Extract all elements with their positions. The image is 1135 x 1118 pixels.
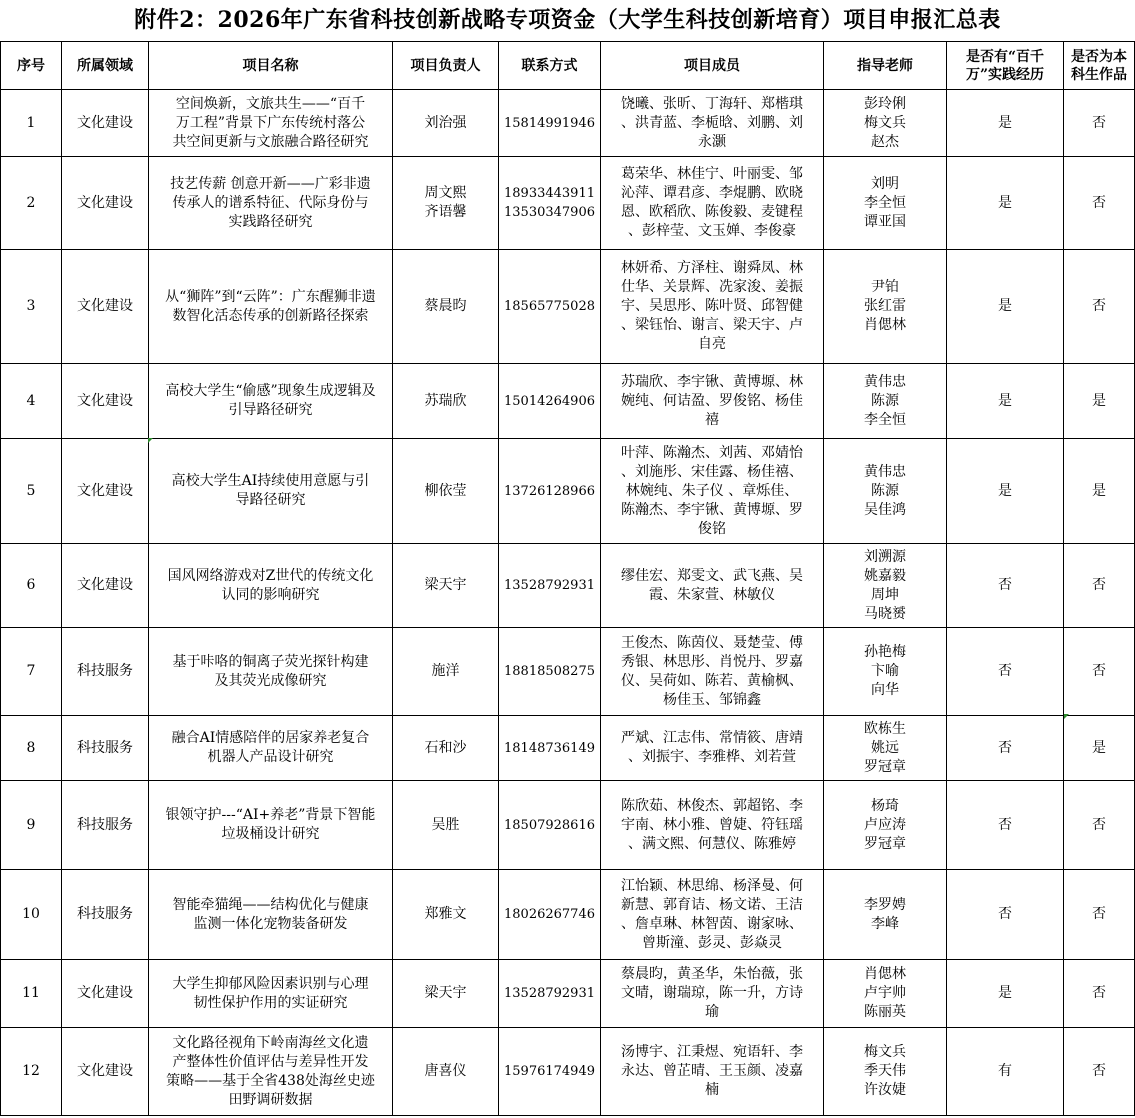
row-advisors-line: 刘溯源 bbox=[864, 548, 906, 565]
row-contact bbox=[499, 870, 601, 960]
comment-marker bbox=[1064, 714, 1069, 719]
row-members-line: 苏瑞欣、李宇锹、黄博塬、林 bbox=[621, 373, 803, 390]
row-index: 9 bbox=[1, 781, 62, 870]
row-leader bbox=[393, 960, 499, 1028]
row-project-name-line: 认同的影响研究 bbox=[221, 586, 320, 603]
row-index: 8 bbox=[1, 716, 62, 781]
row-members-line: 汤博宇、江秉煜、宛语轩、李 bbox=[621, 1044, 803, 1060]
row-advisors-line: 肖偲林 bbox=[864, 966, 906, 982]
document-title: 附件2：2026年广东省科技创新战略专项资金（大学生科技创新培育）项目申报汇总表 bbox=[134, 7, 1001, 33]
row-members bbox=[601, 870, 824, 960]
row-leader-line: 刘治强 bbox=[424, 114, 467, 131]
row-project-name-line: 共空间更新与文旅融合路径研究 bbox=[172, 133, 369, 150]
row-project-name bbox=[149, 157, 393, 250]
row-members-line: 俊铭 bbox=[698, 520, 726, 537]
row-members-line: 叶萍、陈瀚杰、刘茜、邓婧怡 bbox=[621, 444, 803, 461]
row-leader-line: 齐语馨 bbox=[424, 204, 467, 220]
row-project-name bbox=[149, 439, 393, 544]
row-advisors-line: 陈源 bbox=[871, 482, 899, 499]
row-advisors-line: 尹铂 bbox=[871, 279, 899, 295]
row-project-name-line: 高校大学生AI持续使用意愿与引 bbox=[171, 473, 370, 489]
row-members bbox=[601, 157, 824, 250]
row-contact-line: 15814991946 bbox=[504, 115, 595, 131]
row-undergrad-work: 否 bbox=[1064, 628, 1135, 716]
row-leader bbox=[393, 716, 499, 781]
row-bqw-experience: 是 bbox=[947, 250, 1064, 364]
table-row bbox=[1, 781, 1135, 870]
row-contact bbox=[499, 1028, 601, 1116]
row-leader bbox=[393, 439, 499, 544]
row-advisors-line: 李罗娉 bbox=[864, 896, 906, 913]
row-members-line: 宇、吴思彤、陈叶贤、邱智健 bbox=[621, 298, 803, 314]
row-contact-line: 18565775028 bbox=[504, 299, 595, 314]
row-members bbox=[601, 364, 824, 439]
row-field: 文化建设 bbox=[62, 364, 149, 439]
table-row bbox=[1, 250, 1135, 364]
row-contact-line: 13726128966 bbox=[504, 483, 595, 499]
row-advisors-line: 卢应涛 bbox=[864, 816, 906, 833]
row-bqw-experience: 是 bbox=[947, 439, 1064, 544]
row-contact-line: 18026267746 bbox=[504, 907, 595, 922]
row-project-name-line: 及其荧光成像研究 bbox=[214, 672, 327, 689]
row-contact bbox=[499, 716, 601, 781]
row-members bbox=[601, 544, 824, 628]
row-members-line: 、彭梓莹、文玉婵、李俊豪 bbox=[628, 223, 796, 239]
row-contact bbox=[499, 781, 601, 870]
row-advisors-line: 周坤 bbox=[871, 586, 899, 603]
row-undergrad-work: 是 bbox=[1064, 439, 1135, 544]
row-project-name bbox=[149, 250, 393, 364]
row-contact bbox=[499, 439, 601, 544]
row-leader bbox=[393, 250, 499, 364]
row-members bbox=[601, 716, 824, 781]
row-members-line: 仕华、关景辉、冼家浚、姜振 bbox=[621, 279, 803, 295]
header-contact: 联系方式 bbox=[499, 42, 601, 90]
row-members-line: 文晴，谢瑞琼，陈一升，方诗 bbox=[621, 985, 803, 1001]
row-members-line: 恩、欧稻欣、陈俊毅、麦键程 bbox=[621, 204, 803, 220]
row-members-line: 沁萍、谭君彦、李焜鹏、欧晓 bbox=[621, 185, 803, 201]
row-undergrad-work: 否 bbox=[1064, 781, 1135, 870]
row-project-name bbox=[149, 960, 393, 1028]
row-project-name-line: 监测一体化宠物装备研发 bbox=[193, 915, 348, 932]
row-contact-line: 13528792931 bbox=[504, 986, 595, 1001]
table-body bbox=[1, 90, 1135, 1116]
row-contact bbox=[499, 250, 601, 364]
row-leader-line: 吴胜 bbox=[431, 816, 460, 833]
row-project-name-line: 引导路径研究 bbox=[228, 402, 313, 418]
row-members bbox=[601, 960, 824, 1028]
row-leader-line: 郑雅文 bbox=[424, 906, 467, 922]
row-advisors bbox=[824, 716, 947, 781]
row-project-name-line: 大学生抑郁风险因素识别与心理 bbox=[172, 975, 369, 992]
header-field: 所属领域 bbox=[62, 42, 149, 90]
row-members-line: 蔡晨昀，黄圣华，朱怡薇，张 bbox=[621, 966, 803, 982]
row-members bbox=[601, 90, 824, 157]
row-undergrad-work: 否 bbox=[1064, 960, 1135, 1028]
row-advisors-line: 马晓赟 bbox=[864, 605, 906, 622]
row-contact-line: 13530347906 bbox=[504, 205, 595, 220]
header-row bbox=[1, 42, 1135, 90]
row-advisors bbox=[824, 544, 947, 628]
row-leader bbox=[393, 1028, 499, 1116]
row-project-name-line: 产整体性价值评估与差异性开发 bbox=[172, 1053, 369, 1070]
row-field: 文化建设 bbox=[62, 157, 149, 250]
row-contact-line: 15976174949 bbox=[504, 1064, 595, 1079]
row-index: 4 bbox=[1, 364, 62, 439]
row-advisors-line: 欧栋生 bbox=[864, 720, 906, 737]
row-undergrad-work: 是 bbox=[1064, 716, 1135, 781]
row-leader bbox=[393, 544, 499, 628]
row-project-name-line: 策略——基于全省438处海丝史迹 bbox=[166, 1072, 375, 1089]
row-project-name-line: 融合AI情感陪伴的居家养老复合 bbox=[171, 730, 370, 746]
row-project-name-line: 技艺传薪 创意开新——广彩非遗 bbox=[170, 175, 371, 192]
row-members-line: 永灏 bbox=[698, 133, 726, 150]
row-index: 2 bbox=[1, 157, 62, 250]
row-project-name-line: 基于咔咯的铜离子荧光探针构建 bbox=[172, 653, 369, 670]
row-index: 11 bbox=[1, 960, 62, 1028]
row-members-line: 陈瀚杰、李宇锹、黄博塬、罗 bbox=[621, 501, 803, 518]
row-advisors-line: 罗冠章 bbox=[864, 758, 906, 775]
row-advisors-line: 许汝婕 bbox=[864, 1082, 906, 1098]
row-advisors-line: 罗冠章 bbox=[864, 835, 906, 852]
row-leader-line: 唐喜仪 bbox=[424, 1063, 467, 1079]
row-field: 科技服务 bbox=[62, 716, 149, 781]
row-bqw-experience: 否 bbox=[947, 544, 1064, 628]
row-members-line: 仪、吴荷如、陈若、黄榆枫、 bbox=[621, 672, 803, 689]
row-members-line: 楠 bbox=[705, 1082, 719, 1098]
row-members-line: 缪佳宏、郑雯文、武飞燕、吴 bbox=[621, 567, 803, 584]
table-row bbox=[1, 628, 1135, 716]
row-advisors-line: 卞喻 bbox=[871, 663, 899, 679]
row-contact bbox=[499, 157, 601, 250]
row-members-line: 、刘振宇、李雅桦、刘若萱 bbox=[628, 749, 796, 765]
row-undergrad-work: 否 bbox=[1064, 250, 1135, 364]
row-project-name bbox=[149, 544, 393, 628]
table-row bbox=[1, 544, 1135, 628]
row-leader-line: 石和沙 bbox=[424, 739, 467, 756]
header-index: 序号 bbox=[1, 42, 62, 90]
row-advisors-line: 张红雷 bbox=[864, 298, 906, 314]
row-advisors bbox=[824, 157, 947, 250]
row-advisors-line: 卢宇帅 bbox=[864, 985, 906, 1001]
row-advisors-line: 赵杰 bbox=[871, 133, 899, 150]
row-undergrad-work: 否 bbox=[1064, 90, 1135, 157]
row-undergrad-work: 否 bbox=[1064, 544, 1135, 628]
row-bqw-experience: 是 bbox=[947, 90, 1064, 157]
row-advisors bbox=[824, 870, 947, 960]
row-index: 12 bbox=[1, 1028, 62, 1116]
row-members bbox=[601, 781, 824, 870]
row-index: 7 bbox=[1, 628, 62, 716]
row-contact-line: 15014264906 bbox=[504, 393, 595, 409]
row-field: 科技服务 bbox=[62, 628, 149, 716]
row-project-name-line: 机器人产品设计研究 bbox=[207, 749, 334, 765]
row-members-line: 宇南、林小雅、曾婕、符钰瑶 bbox=[621, 816, 803, 833]
row-advisors-line: 李峰 bbox=[871, 915, 899, 932]
row-advisors-line: 吴佳鸿 bbox=[864, 501, 906, 518]
row-advisors bbox=[824, 960, 947, 1028]
row-contact bbox=[499, 544, 601, 628]
row-leader-line: 周文熙 bbox=[424, 185, 467, 201]
row-bqw-experience: 是 bbox=[947, 157, 1064, 250]
row-field: 科技服务 bbox=[62, 870, 149, 960]
row-members-line: 禧 bbox=[705, 411, 719, 428]
row-members-line: 瑜 bbox=[705, 1004, 719, 1020]
row-advisors bbox=[824, 1028, 947, 1116]
row-contact bbox=[499, 628, 601, 716]
row-advisors-line: 李全恒 bbox=[864, 411, 906, 428]
row-leader-line: 梁天宇 bbox=[424, 577, 467, 593]
row-index: 1 bbox=[1, 90, 62, 157]
row-bqw-experience: 否 bbox=[947, 716, 1064, 781]
row-undergrad-work: 否 bbox=[1064, 157, 1135, 250]
row-advisors-line: 陈丽英 bbox=[864, 1004, 906, 1020]
row-project-name-line: 智能牵猫绳——结构优化与健康 bbox=[172, 896, 369, 913]
row-project-name bbox=[149, 781, 393, 870]
comment-marker bbox=[148, 438, 153, 443]
row-leader-line: 苏瑞欣 bbox=[424, 392, 467, 409]
row-advisors bbox=[824, 364, 947, 439]
row-advisors-line: 姚嘉毅 bbox=[864, 567, 906, 584]
row-advisors bbox=[824, 439, 947, 544]
row-advisors bbox=[824, 781, 947, 870]
row-members-line: 、梁钰怡、谢言、梁天宇、卢 bbox=[621, 317, 803, 333]
row-project-name-line: 空间焕新，文旅共生——“百千 bbox=[175, 95, 366, 112]
row-members-line: 林婉纯、朱子仪 、章烁佳、 bbox=[625, 482, 799, 499]
row-contact-line: 18507928616 bbox=[504, 817, 595, 833]
row-members-line: 、满文熙、何慧仪、陈雅婷 bbox=[628, 835, 796, 852]
row-members-line: 、詹卓琳、林智茵、谢家咏、 bbox=[621, 915, 803, 932]
row-undergrad-work: 否 bbox=[1064, 1028, 1135, 1116]
row-advisors-line: 向华 bbox=[871, 682, 899, 698]
row-members bbox=[601, 1028, 824, 1116]
row-contact-line: 18818508275 bbox=[504, 664, 595, 679]
row-project-name-line: 韧性保护作用的实证研究 bbox=[193, 994, 348, 1011]
row-members-line: 陈欣茹、林俊杰、郭超铭、李 bbox=[621, 797, 803, 814]
row-members-line: 自亮 bbox=[698, 336, 726, 352]
row-members-line: 王俊杰、陈茵仪、聂楚莹、傅 bbox=[621, 634, 803, 651]
row-project-name bbox=[149, 716, 393, 781]
row-advisors-line: 陈源 bbox=[871, 392, 899, 409]
row-contact-line: 18933443911 bbox=[504, 186, 595, 201]
row-field: 文化建设 bbox=[62, 439, 149, 544]
row-members bbox=[601, 250, 824, 364]
row-project-name bbox=[149, 364, 393, 439]
row-members-line: 永达、曾芷晴、王玉颜、凌嘉 bbox=[621, 1063, 803, 1079]
row-advisors-line: 姚远 bbox=[871, 739, 899, 756]
summary-table bbox=[0, 41, 1135, 1116]
row-members-line: 江怡颖、林思绵、杨泽曼、何 bbox=[621, 877, 803, 894]
row-advisors-line: 季天伟 bbox=[864, 1063, 906, 1079]
row-advisors bbox=[824, 90, 947, 157]
row-index: 10 bbox=[1, 870, 62, 960]
row-field: 文化建设 bbox=[62, 90, 149, 157]
row-advisors bbox=[824, 628, 947, 716]
row-advisors-line: 黄伟忠 bbox=[864, 463, 906, 480]
row-field: 文化建设 bbox=[62, 960, 149, 1028]
row-bqw-experience: 否 bbox=[947, 781, 1064, 870]
header-bqw-experience: 是否有“百千万”实践经历 bbox=[947, 42, 1064, 90]
row-leader bbox=[393, 781, 499, 870]
table-row bbox=[1, 1028, 1135, 1116]
row-leader bbox=[393, 628, 499, 716]
row-project-name-line: 数智化活态传承的创新路径探索 bbox=[172, 307, 369, 324]
row-members-line: 新慧、郭育诘、杨文诺、王洁 bbox=[621, 896, 803, 913]
row-members-line: 林妍希、方泽柱、谢舜凤、林 bbox=[621, 260, 803, 276]
row-project-name-line: 导路径研究 bbox=[235, 492, 306, 508]
row-members-line: 饶曦、张昕、丁海轩、郑楷琪 bbox=[621, 95, 803, 112]
row-project-name-line: 银领守护---“AI+养老”背景下智能 bbox=[165, 807, 376, 823]
row-contact bbox=[499, 960, 601, 1028]
row-bqw-experience: 否 bbox=[947, 870, 1064, 960]
row-project-name-line: 国风网络游戏对Z世代的传统文化 bbox=[167, 567, 374, 584]
table-row bbox=[1, 960, 1135, 1028]
header-undergrad-work: 是否为本科生作品 bbox=[1064, 42, 1135, 90]
row-project-name bbox=[149, 870, 393, 960]
row-members-line: 、洪青蓝、李栀晗、刘鹏、刘 bbox=[621, 114, 803, 131]
row-advisors-line: 李全恒 bbox=[864, 194, 906, 211]
row-undergrad-work: 是 bbox=[1064, 364, 1135, 439]
row-bqw-experience: 是 bbox=[947, 960, 1064, 1028]
header-leader: 项目负责人 bbox=[393, 42, 499, 90]
row-project-name-line: 文化路径视角下岭南海丝文化遗 bbox=[172, 1034, 369, 1051]
row-members-line: 秀银、林思彤、肖悦丹、罗嘉 bbox=[621, 653, 803, 670]
row-advisors-line: 孙艳梅 bbox=[864, 644, 906, 660]
table-row bbox=[1, 90, 1135, 157]
row-advisors-line: 黄伟忠 bbox=[864, 373, 906, 390]
row-field: 文化建设 bbox=[62, 1028, 149, 1116]
row-project-name-line: 万工程”背景下广东传统村落公 bbox=[175, 114, 366, 131]
row-members-line: 严斌、江志伟、常情筱、唐靖 bbox=[621, 730, 803, 746]
row-bqw-experience: 有 bbox=[947, 1028, 1064, 1116]
table-row bbox=[1, 439, 1135, 544]
header-project-name: 项目名称 bbox=[149, 42, 393, 90]
row-bqw-experience: 否 bbox=[947, 628, 1064, 716]
row-index: 5 bbox=[1, 439, 62, 544]
row-members-line: 霞、朱家萱、林敏仪 bbox=[649, 586, 775, 603]
row-bqw-experience: 是 bbox=[947, 364, 1064, 439]
row-advisors-line: 梅文兵 bbox=[864, 114, 906, 131]
row-members-line: 婉纯、何诘盈、罗俊铭、杨佳 bbox=[621, 392, 803, 409]
row-project-name bbox=[149, 1028, 393, 1116]
row-advisors-line: 梅文兵 bbox=[864, 1044, 906, 1060]
row-contact bbox=[499, 90, 601, 157]
row-field: 文化建设 bbox=[62, 250, 149, 364]
row-project-name-line: 垃圾桶设计研究 bbox=[221, 826, 320, 842]
table-row bbox=[1, 716, 1135, 781]
row-advisors-line: 彭玲俐 bbox=[864, 95, 906, 112]
row-project-name-line: 高校大学生“偷感”现象生成逻辑及 bbox=[165, 383, 376, 399]
row-index: 6 bbox=[1, 544, 62, 628]
row-field: 科技服务 bbox=[62, 781, 149, 870]
row-leader bbox=[393, 364, 499, 439]
row-project-name-line: 实践路径研究 bbox=[228, 213, 313, 230]
row-leader bbox=[393, 870, 499, 960]
row-undergrad-work: 否 bbox=[1064, 870, 1135, 960]
row-contact-line: 13528792931 bbox=[504, 578, 595, 593]
row-leader-line: 柳依莹 bbox=[424, 482, 467, 499]
header-members: 项目成员 bbox=[601, 42, 824, 90]
row-leader-line: 蔡晨昀 bbox=[424, 298, 467, 314]
row-advisors-line: 刘明 bbox=[871, 175, 899, 192]
row-contact-line: 18148736149 bbox=[504, 740, 595, 756]
table-row bbox=[1, 870, 1135, 960]
row-project-name bbox=[149, 90, 393, 157]
row-members-line: 曾斯潼、彭灵、彭焱灵 bbox=[642, 934, 782, 951]
table-row bbox=[1, 364, 1135, 439]
row-project-name-line: 传承人的谱系特征、代际身份与 bbox=[172, 194, 369, 211]
row-index: 3 bbox=[1, 250, 62, 364]
header-advisors: 指导老师 bbox=[824, 42, 947, 90]
row-project-name bbox=[149, 628, 393, 716]
row-project-name-line: 田野调研数据 bbox=[228, 1091, 313, 1108]
row-advisors-line: 杨琦 bbox=[871, 797, 899, 814]
row-contact bbox=[499, 364, 601, 439]
row-leader-line: 梁天宇 bbox=[424, 985, 467, 1001]
row-members bbox=[601, 439, 824, 544]
row-members-line: 杨佳玉、邹锦鑫 bbox=[663, 691, 761, 708]
row-advisors-line: 谭亚国 bbox=[864, 213, 906, 230]
row-leader bbox=[393, 157, 499, 250]
row-advisors-line: 肖偲林 bbox=[864, 317, 906, 333]
row-members bbox=[601, 628, 824, 716]
row-field: 文化建设 bbox=[62, 544, 149, 628]
row-members-line: 葛荣华、林佳宁、叶丽雯、邹 bbox=[621, 166, 803, 182]
row-advisors bbox=[824, 250, 947, 364]
row-leader bbox=[393, 90, 499, 157]
row-members-line: 、刘施彤、宋佳露、杨佳禧、 bbox=[621, 463, 803, 480]
row-leader-line: 施洋 bbox=[431, 663, 460, 679]
table-row bbox=[1, 157, 1135, 250]
row-project-name-line: 从“狮阵”到“云阵”：广东醒狮非遗 bbox=[165, 288, 376, 305]
